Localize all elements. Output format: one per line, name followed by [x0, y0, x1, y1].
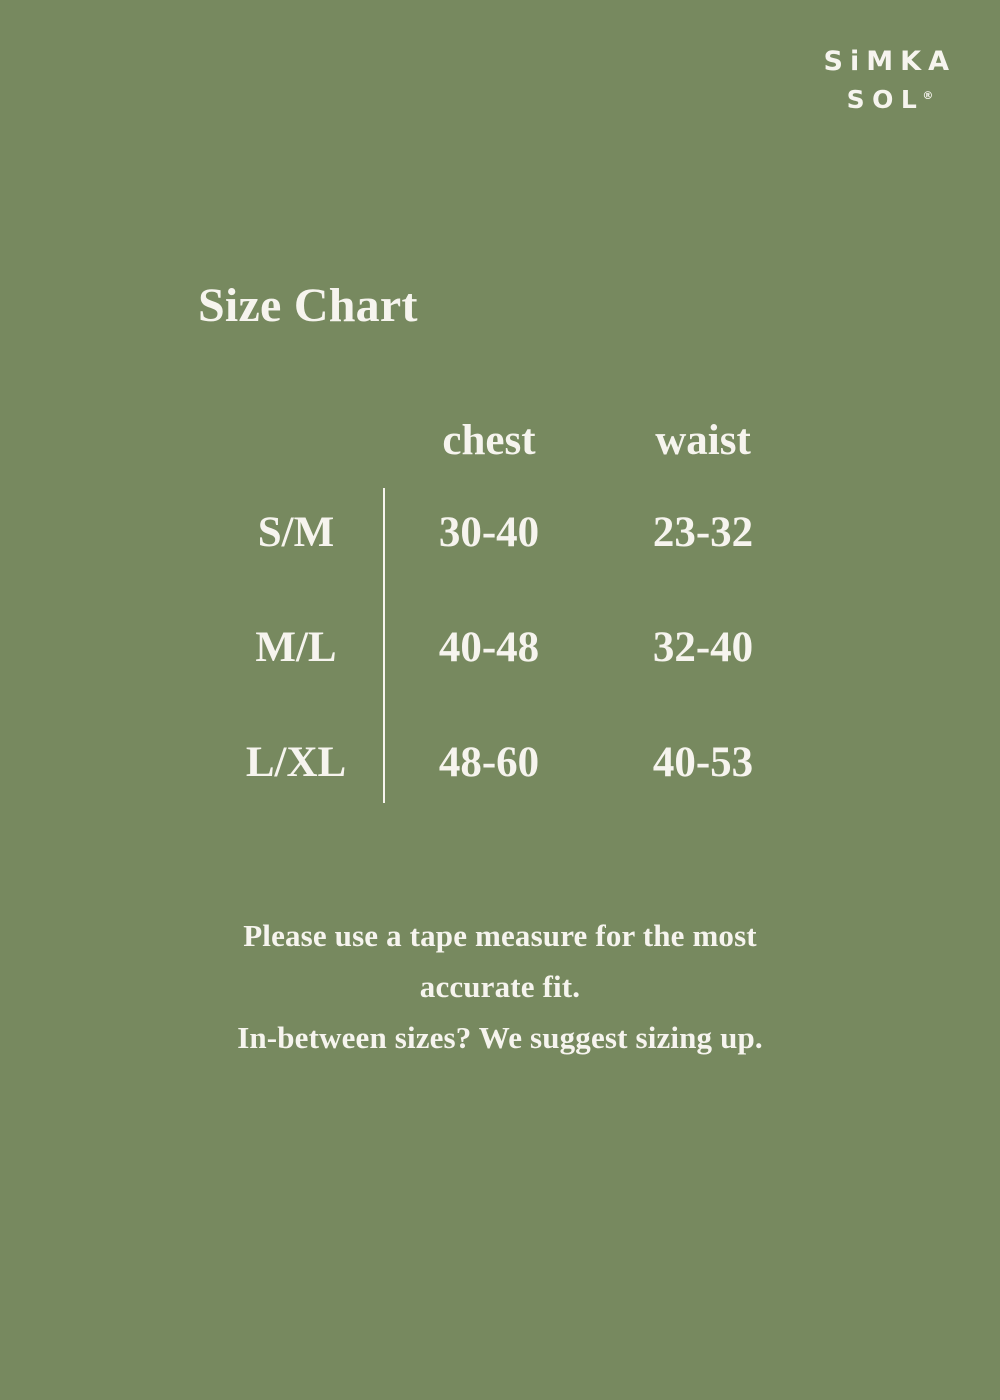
row-chest-value: 48-60 — [438, 739, 540, 786]
row-size-label: S/M — [257, 509, 335, 556]
row-size-label: L/XL — [245, 739, 347, 786]
table-row — [210, 705, 810, 820]
table-header-waist: waist — [655, 416, 751, 464]
row-size-label: M/L — [255, 624, 337, 671]
row-chest-value: 30-40 — [438, 509, 540, 556]
brand-logo-line-2-text: SOL — [846, 85, 925, 114]
size-chart-table-wrapper — [210, 405, 810, 820]
fit-note — [0, 910, 1000, 1063]
table-vertical-divider — [383, 488, 385, 803]
table-row — [210, 590, 810, 705]
fit-note-line-2: accurate fit. — [419, 969, 581, 1005]
registered-mark: ® — [922, 88, 934, 102]
table-body — [210, 475, 810, 820]
row-waist-value: 23-32 — [652, 509, 754, 556]
row-waist-value: 32-40 — [652, 624, 754, 671]
page-title: Size Chart — [198, 279, 418, 332]
brand-logo-line-2 — [839, 87, 933, 112]
brand-logo — [816, 48, 956, 112]
table-row — [210, 475, 810, 590]
table-header-chest: chest — [442, 416, 536, 464]
brand-logo-line-1: SiMKA — [823, 46, 956, 77]
table-header-corner — [210, 405, 382, 475]
size-chart-table — [210, 405, 810, 820]
row-waist-value: 40-53 — [652, 739, 754, 786]
table-header — [210, 405, 810, 475]
fit-note-line-3: In-between sizes? We suggest sizing up. — [237, 1020, 763, 1056]
table-header-row — [210, 405, 810, 475]
row-chest-value: 40-48 — [438, 624, 540, 671]
fit-note-line-1: Please use a tape measure for the most — [243, 918, 757, 953]
